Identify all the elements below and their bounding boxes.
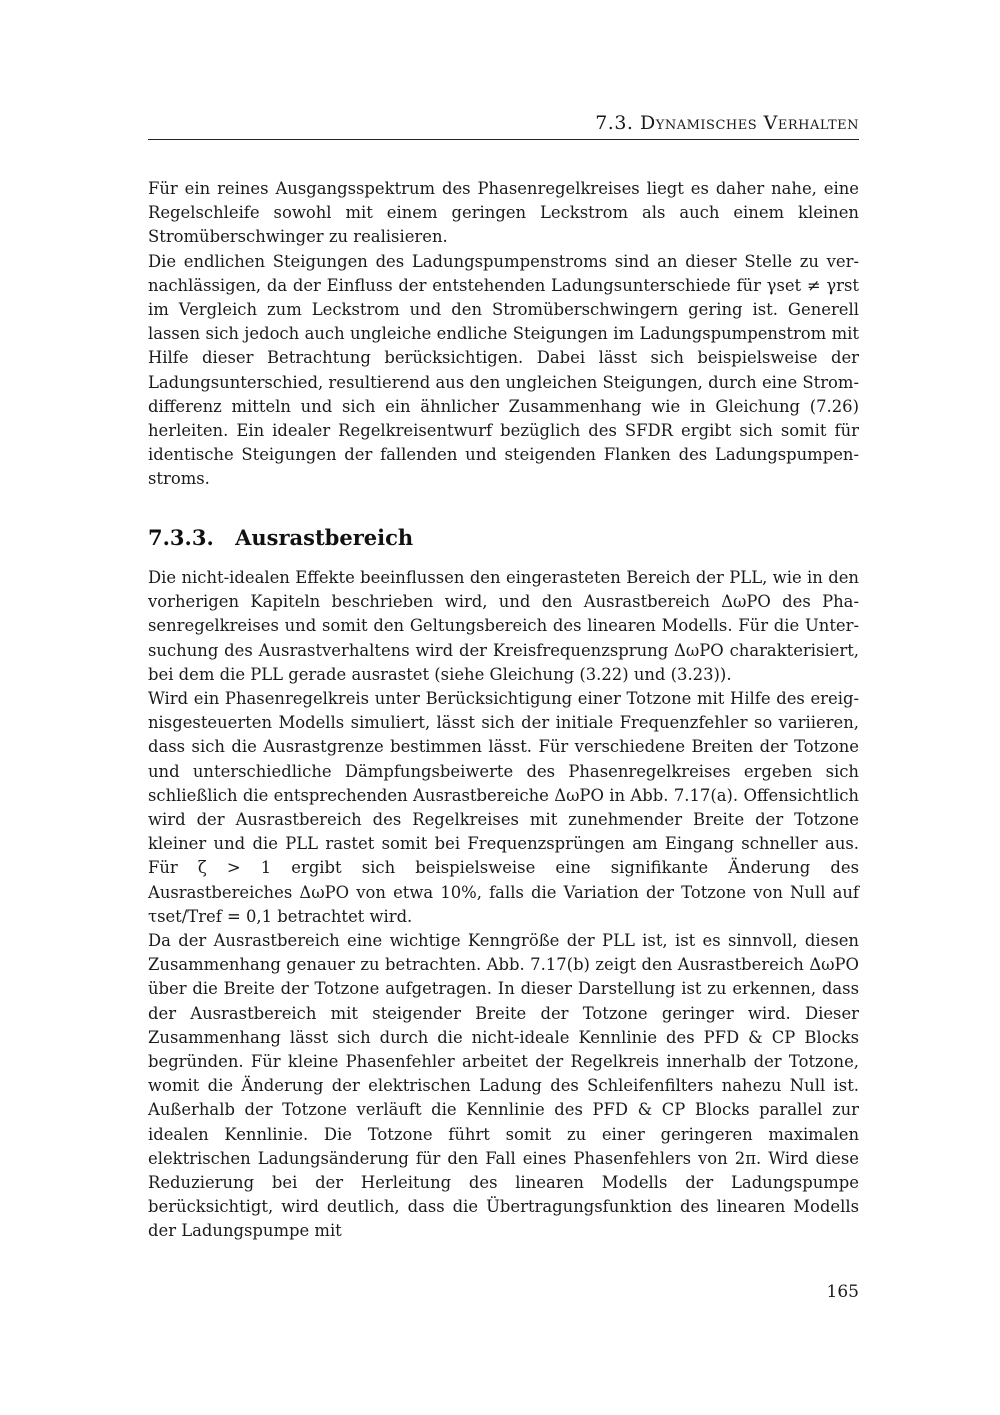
paragraph: Für ein reines Ausgangsspektrum des Phasenregelkreises liegt es daher nahe, eine Regelschleife sowohl mit einem geringen Leckstrom als auch einem kleinen Stromüberschwinger zu realisieren. xyxy=(148,179,859,247)
section-heading xyxy=(148,524,413,552)
running-header xyxy=(148,112,859,134)
paragraph: Die nicht-idealen Effekte beeinflussen den eingerasteten Bereich der PLL, wie in den vorherigen Kapiteln beschrieben wird, und den Ausrastbereich ΔωPO des Phasenregelkreises und somit den Geltungsbereich des linearen Modells. Für die Untersuchung des Ausrastverhaltens wird der Kreisfrequenzsprung ΔωPO charakterisiert, bei dem die PLL gerade ausrastet (siehe Gleichung (3.22) und (3.23)). xyxy=(148,568,859,684)
section-title: Ausrastbereich xyxy=(235,525,414,550)
intro-text-block xyxy=(148,177,859,492)
header-section-title: Dynamisches Verhalten xyxy=(640,112,859,134)
header-rule xyxy=(148,139,859,140)
paragraph: Wird ein Phasenregelkreis unter Berücksichtigung einer Totzone mit Hilfe des ereignisgesteuerten Modells simuliert, lässt sich der initiale Frequenzfehler so variieren, dass sich die Ausrastgrenze bestimmen lässt. Für verschiedene Breiten der Totzone und unterschiedliche Dämpfungsbeiwerte des Phasenregelkreises ergeben sich schließlich die entsprechenden Ausrastbereiche ΔωPO in Abb. 7.17(a). Offensichtlich wird der Ausrastbereich des Regelkreises mit zunehmender Breite der Totzone kleiner und die PLL rastet somit bei Frequenzsprüngen am Eingang schneller aus. Für ζ > 1 ergibt sich beispielsweise eine signifikante Änderung des Ausrastbereiches ΔωPO von etwa 10%, falls die Variation der Totzone von Null auf τset/Tref = 0,1 betrachtet wird. xyxy=(148,689,859,926)
header-section-number: 7.3. xyxy=(595,112,634,134)
paragraph: Da der Ausrastbereich eine wichtige Kenngröße der PLL ist, ist es sinnvoll, diesen Zusammenhang genauer zu betrachten. Abb. 7.17(b) zeigt den Ausrastbereich ΔωPO über die Breite der Totzone aufgetragen. In dieser Darstellung ist zu erkennen, dass der Ausrastbereich mit steigender Breite der Totzone geringer wird. Dieser Zusammenhang lässt sich durch die nicht-ideale Kennlinie des PFD & CP Blocks begründen. Für kleine Phasenfehler arbeitet der Regelkreis innerhalb der Totzone, womit die Änderung der elektrischen Ladung des Schleifenfilters nahezu Null ist. Außerhalb der Totzone verläuft die Kennlinie des PFD & CP Blocks parallel zur idealen Kennlinie. Die Totzone führt somit zu einer geringeren maximalen elektrischen Ladungsänderung für den Fall eines Phasenfehlers von 2π. Wird diese Reduzierung bei der Herleitung des linearen Modells der Ladungspumpe berücksichtigt, wird deutlich, dass die Übertragungsfunktion des linearen Modells der Ladungspumpe mit xyxy=(148,931,859,1241)
paragraph: Die endlichen Steigungen des Ladungspumpenstroms sind an dieser Stelle zu vernachlässigen, da der Einfluss der entstehenden Ladungsunterschiede für γset ≠ γrst im Vergleich zum Leckstrom und den Stromüberschwingern gering ist. Generell lassen sich jedoch auch ungleiche endliche Steigungen im Ladungspumpenstrom mit Hilfe dieser Betrachtung berücksichtigen. Dabei lässt sich beispielsweise der Ladungsunterschied, resultierend aus den ungleichen Steigungen, durch eine Stromdifferenz mitteln und sich ein ähnlicher Zusammenhang wie in Gleichung (7.26) herleiten. Ein idealer Regelkreisentwurf bezüglich des SFDR ergibt sich somit für identische Steigungen der fallenden und steigenden Flanken des Ladungspumpenstroms. xyxy=(148,251,859,489)
page-number: 165 xyxy=(826,1282,859,1302)
section-text-block xyxy=(148,566,859,1244)
section-number: 7.3.3. xyxy=(148,525,214,550)
